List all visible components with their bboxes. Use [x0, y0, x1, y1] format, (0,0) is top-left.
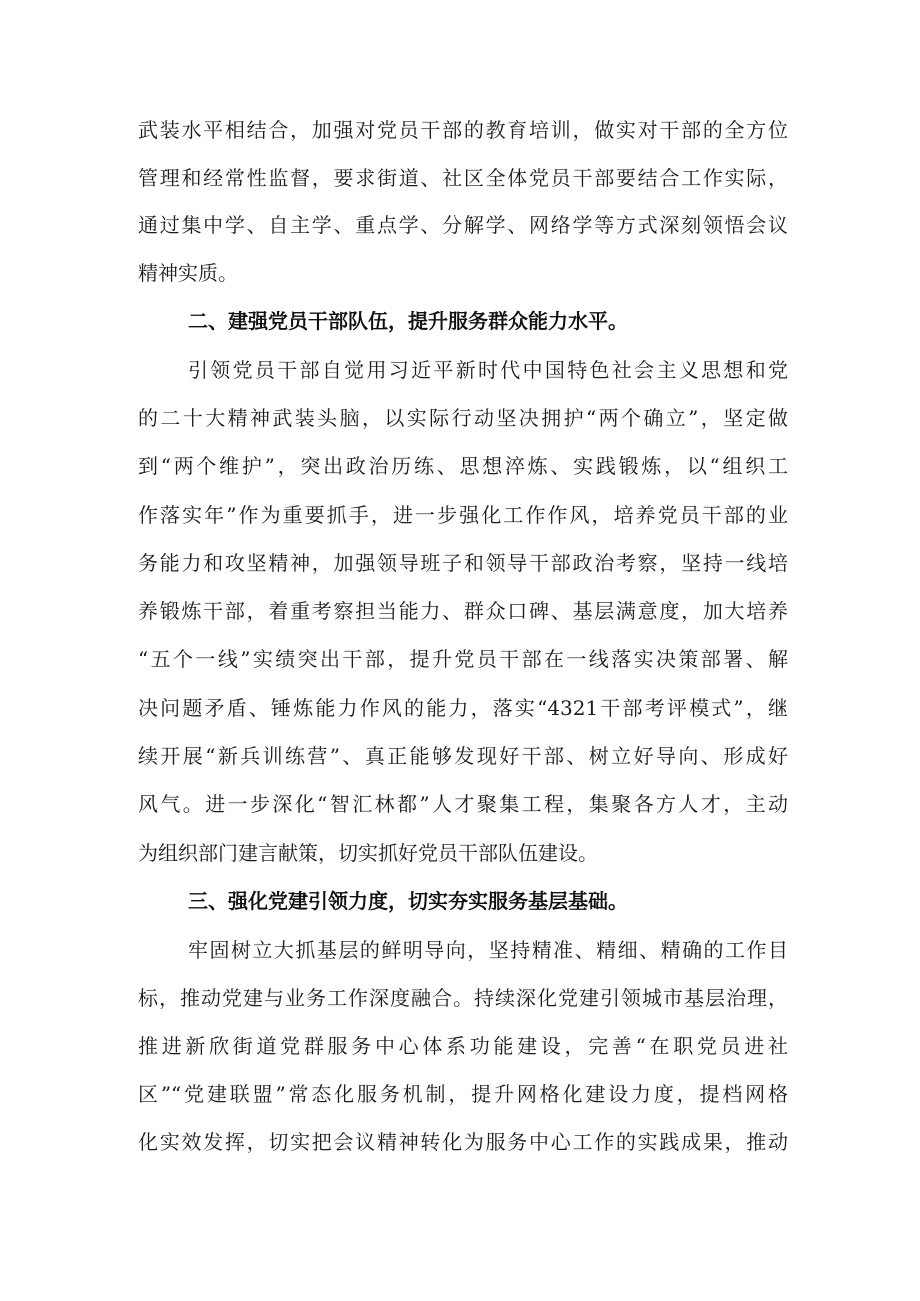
- paragraph-2-line-3: 到“两个维护”，突出政治历练、思想淬炼、实践锻炼，以“组织工: [138, 454, 788, 478]
- paragraph-3-line-1: 牢固树立大抓基层的鲜明导向，坚持精准、精细、精确的工作目: [188, 938, 788, 962]
- paragraph-2-line-1: 引领党员干部自觉用习近平新时代中国特色社会主义思想和党: [188, 358, 788, 382]
- paragraph-1-line-3: 通过集中学、自主学、重点学、分解学、网络学等方式深刻领悟会议: [138, 213, 788, 237]
- paragraph-1-line-4: 精神实质。: [138, 261, 238, 285]
- section-heading-3: 三、强化党建引领力度，切实夯实服务基层基础。: [188, 889, 628, 913]
- paragraph-1-line-2: 管理和经常性监督，要求街道、社区全体党员干部要结合工作实际，: [138, 166, 788, 190]
- paragraph-2-line-6: 养锻炼干部，着重考察担当能力、群众口碑、基层满意度，加大培养: [138, 599, 788, 623]
- paragraph-3-line-5: 化实效发挥，切实把会议精神转化为服务中心工作的实践成果，推动: [138, 1130, 788, 1154]
- paragraph-2-line-2: 的二十大精神武装头脑，以实际行动坚决拥护“两个确立”，坚定做: [138, 406, 788, 430]
- paragraph-2-line-9: 续开展“新兵训练营”、真正能够发现好干部、树立好导向、形成好: [138, 744, 788, 768]
- paragraph-2-line-7: “五个一线”实绩突出干部，提升党员干部在一线落实决策部署、解: [138, 647, 788, 671]
- paragraph-2-line-10: 风气。进一步深化“智汇林都”人才聚集工程，集聚各方人才，主动: [138, 792, 788, 816]
- paragraph-3-line-3: 推进新欣街道党群服务中心体系功能建设，完善“在职党员进社: [138, 1034, 788, 1058]
- paragraph-3-line-2: 标，推动党建与业务工作深度融合。持续深化党建引领城市基层治理，: [138, 986, 788, 1010]
- paragraph-2-line-11: 为组织部门建言献策，切实抓好党员干部队伍建设。: [138, 841, 598, 865]
- paragraph-1-line-1: 武装水平相结合，加强对党员干部的教育培训，做实对干部的全方位: [138, 118, 788, 142]
- paragraph-3-line-4: 区”“党建联盟”常态化服务机制，提升网格化建设力度，提档网格: [138, 1082, 788, 1106]
- paragraph-2-line-8: 决问题矛盾、锤炼能力作风的能力，落实“4321干部考评模式”，继: [138, 696, 788, 720]
- section-heading-2: 二、建强党员干部队伍，提升服务群众能力水平。: [188, 309, 628, 333]
- paragraph-2-line-5: 务能力和攻坚精神，加强领导班子和领导干部政治考察，坚持一线培: [138, 551, 788, 575]
- paragraph-2-line-4: 作落实年”作为重要抓手，进一步强化工作作风，培养党员干部的业: [138, 503, 788, 527]
